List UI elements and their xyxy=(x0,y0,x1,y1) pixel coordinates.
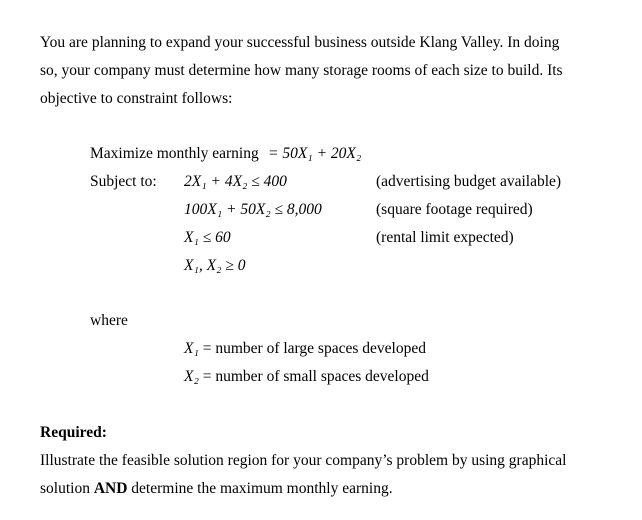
required-line-2-suffix: determine the maximum monthly earning. xyxy=(127,480,393,497)
constraint-note: (advertising budget available) xyxy=(376,173,562,190)
required-line-2-prefix: solution xyxy=(40,480,94,497)
definition-text: = number of small spaces developed xyxy=(198,368,429,385)
required-line-1: Illustrate the feasible solution region for your company’s problem by using graphical xyxy=(40,452,567,469)
intro-line-1: You are planning to expand your successful business outside Klang Valley. In doing xyxy=(40,34,560,51)
constraint-note: (rental limit expected) xyxy=(376,229,514,246)
variable-symbol: X₂ xyxy=(184,368,199,385)
variable-symbol: X₁ xyxy=(184,340,199,357)
where-label: where xyxy=(90,312,128,329)
required-emphasis: AND xyxy=(93,480,128,497)
required-line-2 xyxy=(40,480,393,498)
objective-label: Maximize monthly earning xyxy=(90,145,259,162)
definition-x1 xyxy=(184,340,426,358)
constraint-expression: 100X₁ + 50X₂ ≤ 8,000 xyxy=(184,201,322,218)
intro-line-2: so, your company must determine how many storage rooms of each size to build. Its xyxy=(40,62,563,79)
definition-text: = number of large spaces developed xyxy=(198,340,426,357)
intro-line-3: objective to constraint follows: xyxy=(40,90,233,107)
constraint-expression: X₁ ≤ 60 xyxy=(184,229,231,246)
non-negativity-constraint: X₁, X₂ ≥ 0 xyxy=(184,257,246,274)
required-heading: Required: xyxy=(40,424,107,441)
objective-expression: = 50X₁ + 20X₂ xyxy=(268,145,362,162)
subject-to-label: Subject to: xyxy=(90,173,157,190)
constraint-note: (square footage required) xyxy=(376,201,533,218)
definition-x2 xyxy=(184,368,429,386)
constraint-expression: 2X₁ + 4X₂ ≤ 400 xyxy=(184,173,287,190)
